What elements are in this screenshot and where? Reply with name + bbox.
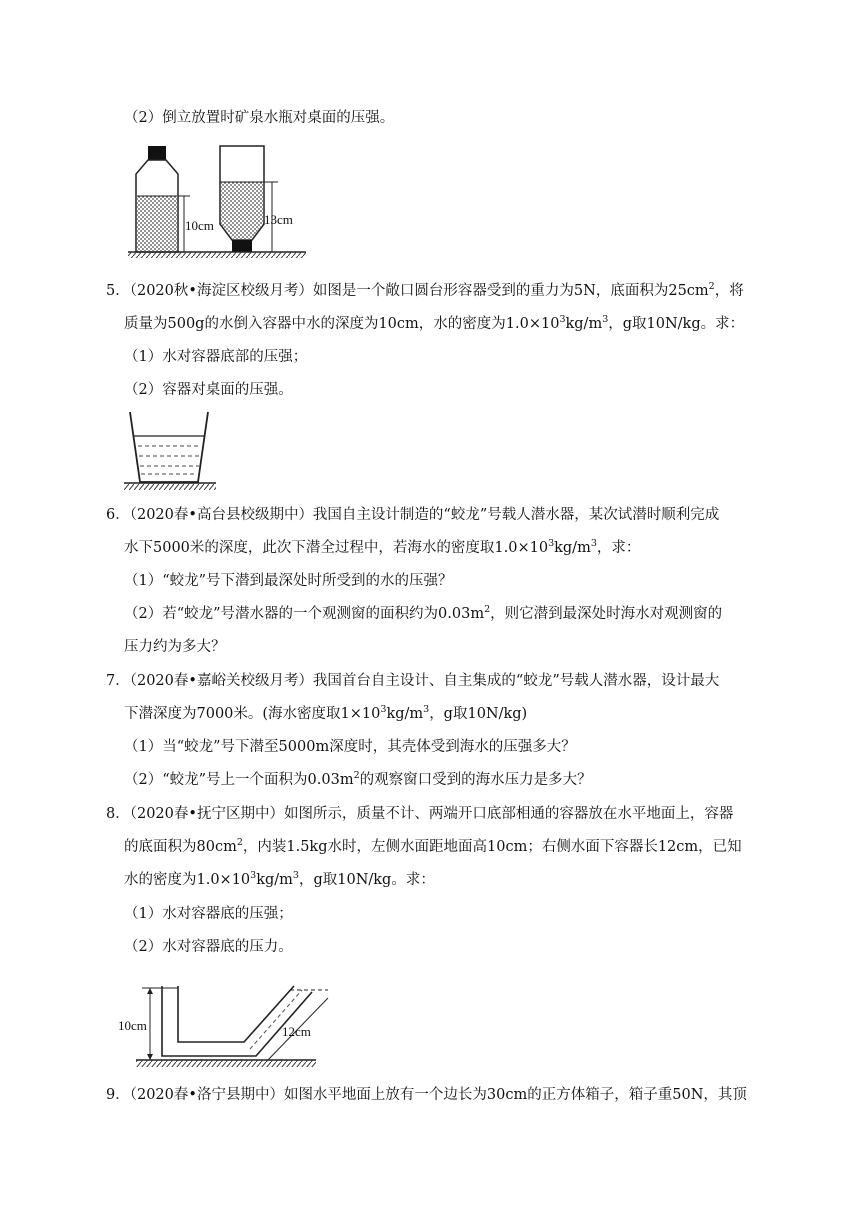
q5-line1: 5．（2020秋•海淀区校级月考）如图是一个敞口圆台形容器受到的重力为5N，底面积为$25cm^2$，将 bbox=[106, 281, 744, 299]
q7-line2: 下潜深度为7000米。(海水密度取$1\times 10^3kg/m^3$，g取10N/kg) bbox=[124, 704, 528, 722]
q8-figure-u-container bbox=[116, 972, 346, 1068]
q4-sub2: （2）倒立放置时矿泉水瓶对桌面的压强。 bbox=[124, 110, 395, 126]
q5-sub1: （1）水对容器底部的压强； bbox=[124, 349, 308, 365]
q4-figure-bottles bbox=[128, 142, 308, 270]
q5-sub2: （2）容器对桌面的压强。 bbox=[124, 382, 293, 398]
q7-sub2: （2）“蛟龙”号上一个面积为$0.03m^2$的观察窗口受到的海水压力是多大？ bbox=[124, 770, 592, 788]
q4-label-10cm: 10cm bbox=[185, 218, 214, 233]
q5-figure-container bbox=[124, 406, 220, 496]
q8-label-12cm: 12cm bbox=[282, 1024, 311, 1039]
q6-sub1: （1）“蛟龙”号下潜到最深处时所受到的水的压强？ bbox=[124, 573, 453, 589]
q8-label-10cm: 10cm bbox=[118, 1018, 147, 1033]
q6-line2: 水下5000米的深度，此次下潜全过程中，若海水的密度取$1.0\times 10^3kg/m^3$，求： bbox=[124, 538, 641, 556]
q8-line3: 水的密度为$1.0\times 10^3kg/m^3$，g取10N/kg。求： bbox=[124, 870, 435, 888]
q6-sub2-cont: 压力约为多大？ bbox=[124, 639, 226, 655]
q4-label-13cm: 13cm bbox=[264, 212, 293, 227]
q7-line1: 7．（2020春•嘉峪关校级月考）我国首台自主设计、自主集成的“蛟龙”号载人潜水器，设计最大 bbox=[106, 673, 720, 689]
q6-sub2: （2）若“蛟龙”号潜水器的一个观测窗的面积约为$0.03m^2$，则它潜到最深处时海水对观测窗的 bbox=[124, 604, 723, 622]
q6-line1: 6．（2020春•高台县校级期中）我国自主设计制造的“蛟龙”号载人潜水器，某次试潜时顺利完成 bbox=[106, 507, 720, 523]
q8-sub1: （1）水对容器底的压强； bbox=[124, 906, 293, 922]
q8-line1: 8．（2020春•抚宁区期中）如图所示，质量不计、两端开口底部相通的容器放在水平地面上，容器 bbox=[106, 806, 734, 822]
q7-sub1: （1）当“蛟龙”号下潜至5000m深度时，其壳体受到海水的压强多大？ bbox=[124, 739, 576, 755]
q5-line2: 质量为500g的水倒入容器中水的深度为10cm，水的密度为$1.0\times 10^3kg/m^3$，g取10N/kg。求： bbox=[124, 314, 745, 332]
q8-line2: 的底面积为$80cm^2$，内装1.5kg水时，左侧水面距地面高10cm；右侧水面下容器长12cm，已知 bbox=[124, 837, 742, 855]
q8-sub2: （2）水对容器底的压力。 bbox=[124, 939, 293, 955]
q9-line1: 9．（2020春•洛宁县期中）如图水平地面上放有一个边长为30cm的正方体箱子，箱子重50N，其顶 bbox=[106, 1087, 747, 1103]
